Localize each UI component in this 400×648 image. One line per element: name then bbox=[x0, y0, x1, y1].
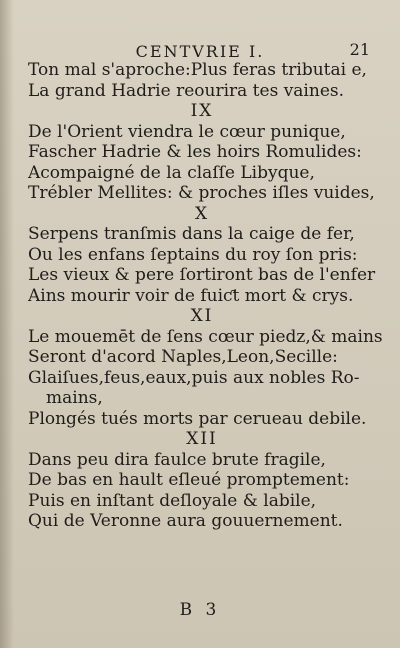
verse-line: Les vieux & pere ſortiront bas de l'enfer bbox=[28, 265, 376, 285]
verse-line: Trébler Mellites: & proches iſles vuides, bbox=[28, 183, 375, 203]
verse-line: Seront d'acord Naples,Leon,Secille: bbox=[28, 347, 338, 367]
verse-line: Dans peu dira faulce brute fragile, bbox=[28, 449, 326, 470]
verse-line: Ains mourir voir de fuiƈt mort & crys. bbox=[28, 285, 354, 306]
signature-mark: B 3 bbox=[179, 600, 221, 620]
quatrain-number: IX bbox=[190, 101, 214, 121]
verse-line: Ton mal s'aproche:Plus feras tributai e, bbox=[28, 60, 367, 80]
page-number: 21 bbox=[349, 40, 370, 59]
verse-line: Le mouemēt de ſens cœur piedz,& mains bbox=[28, 326, 383, 347]
verse-line: Puis en inſtant deſloyale & labile, bbox=[28, 490, 317, 511]
quatrain-number: XI bbox=[190, 306, 214, 326]
verse-line: Serpens tranſmis dans la caige de fer, bbox=[28, 224, 355, 244]
running-head: CENTVRIE I. bbox=[135, 42, 265, 61]
verse-line: Plongés tués morts par cerueau debile. bbox=[28, 408, 367, 429]
verse-line: Fascher Hadrie & les hoirs Romulides: bbox=[28, 142, 362, 162]
quatrain-number: XII bbox=[186, 429, 218, 449]
verse-line: Ou les enfans ſeptains du roy ſon pris: bbox=[28, 244, 358, 265]
verse-line: mains, bbox=[46, 388, 103, 408]
verse-line: Acompaigné de la claſſe Libyque, bbox=[28, 162, 315, 183]
verse-line: De l'Orient viendra le cœur punique, bbox=[28, 121, 346, 142]
quatrain-number: X bbox=[194, 203, 210, 224]
verse-line: La grand Hadrie reourira tes vaines. bbox=[28, 80, 345, 101]
verse-line: Glaiſues,feus,eaux,puis aux nobles Ro- bbox=[28, 367, 360, 388]
verse-line: Qui de Veronne aura gouuernement. bbox=[28, 511, 343, 531]
text-block bbox=[28, 60, 383, 532]
verse-line: De bas en hault eſleué promptement: bbox=[28, 470, 350, 490]
